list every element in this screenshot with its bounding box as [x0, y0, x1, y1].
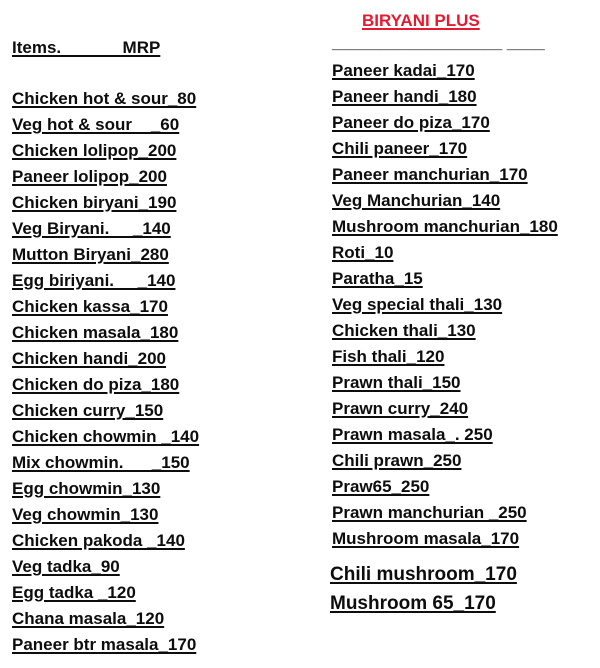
menu-item: Paneer do piza_170: [332, 113, 490, 132]
right-column-header: __________________ ____: [332, 33, 545, 52]
menu-item: Chili paneer_170: [332, 139, 468, 158]
menu-item: Praw65_250: [332, 477, 430, 496]
menu-item: Veg Biryani. _140: [12, 219, 171, 238]
menu-item: Chana masala_120: [12, 609, 165, 628]
menu-item: Chicken pakoda _140: [12, 531, 185, 550]
menu-item: Mushroom manchurian_180: [332, 217, 558, 236]
menu-item: Chicken hot & sour_80: [12, 89, 197, 108]
menu-item: Egg tadka _120: [12, 583, 136, 602]
menu-item: Egg biriyani. _140: [12, 271, 176, 290]
menu-item: Prawn manchurian _250: [332, 503, 527, 522]
menu-item: Roti_10: [332, 243, 394, 262]
menu-item: Chicken chowmin _140: [12, 427, 200, 446]
menu-item: Paneer kadai_170: [332, 61, 475, 80]
menu-item: Mix chowmin. _150: [12, 453, 190, 472]
menu-item: Chicken curry_150: [12, 401, 164, 420]
menu-item: Chicken lolipop_200: [12, 141, 177, 160]
menu-item: Prawn thali_150: [332, 373, 461, 392]
menu-item: Paneer manchurian_170: [332, 165, 528, 184]
menu-item: Mushroom 65_170: [330, 593, 496, 614]
menu-item: Paneer lolipop_200: [12, 167, 167, 186]
restaurant-title: BIRYANI PLUS: [362, 11, 480, 30]
menu-item: Chicken biryani_190: [12, 193, 177, 212]
menu-item: Veg Manchurian_140: [332, 191, 501, 210]
menu-item: Egg chowmin_130: [12, 479, 161, 498]
menu-item: Chicken masala_180: [12, 323, 179, 342]
menu-item: Chicken do piza_180: [12, 375, 180, 394]
menu-item: Chicken handi_200: [12, 349, 167, 368]
menu-item: Prawn curry_240: [332, 399, 469, 418]
menu-item: Veg special thali_130: [332, 295, 503, 314]
menu-item: Prawn masala_. 250: [332, 425, 493, 444]
menu-item: Fish thali_120: [332, 347, 445, 366]
menu-item: Paratha_15: [332, 269, 423, 288]
menu-item: Chili prawn_250: [332, 451, 462, 470]
menu-item: Chili mushroom_170: [330, 564, 517, 585]
menu-item: Veg hot & sour _60: [12, 115, 180, 134]
menu-item: Paneer btr masala_170: [12, 635, 197, 654]
menu-item: Chicken thali_130: [332, 321, 476, 340]
menu-item: Chicken kassa_170: [12, 297, 168, 316]
menu-item: Paneer handi_180: [332, 87, 477, 106]
menu-item: Veg tadka_90: [12, 557, 120, 576]
menu-item: Mushroom masala_170: [332, 529, 520, 548]
menu-item: Veg chowmin_130: [12, 505, 159, 524]
menu-item: Mutton Biryani_280: [12, 245, 169, 264]
left-column-header: Items. MRP: [12, 38, 161, 57]
